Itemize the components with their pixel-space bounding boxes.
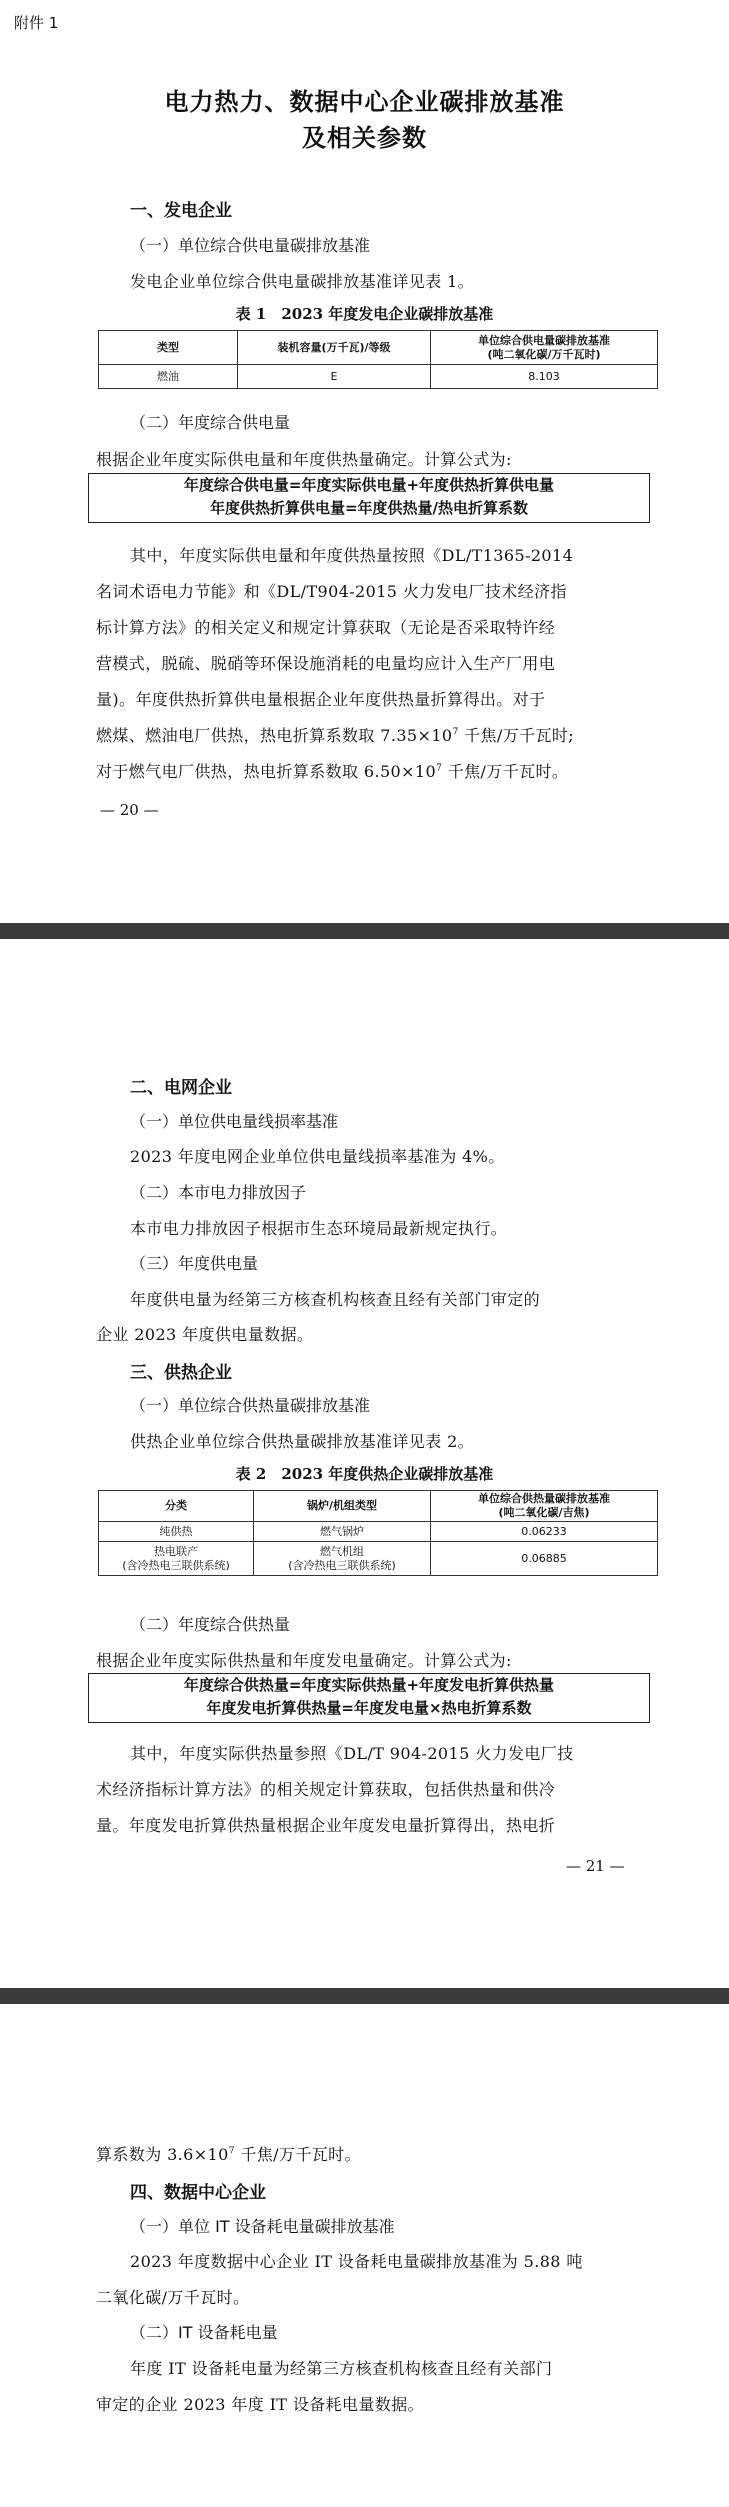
- paragraph-line: 年度 IT 设备耗电量为经第三方核查机构核查且经有关部门: [130, 2359, 553, 2378]
- paragraph-line: 量。年度发电折算供热量根据企业年度发电量折算得出，热电折: [96, 1816, 556, 1835]
- table-header-line: 单位综合供电量碳排放基准: [478, 333, 610, 347]
- subheading: （二）本市电力排放因子: [130, 1183, 307, 1202]
- paragraph-line: 其中，年度实际供电量和年度供热量按照《DL/T1365-2014: [130, 546, 574, 565]
- subheading: （一）单位供电量线损率基准: [130, 1112, 339, 1131]
- page-number: — 20 —: [100, 801, 159, 819]
- table-row: [99, 365, 658, 389]
- table-row: [99, 1542, 658, 1576]
- table-cell: 0.06885: [431, 1542, 658, 1576]
- table-header: 类型: [99, 331, 238, 365]
- paragraph-line: 量)。年度供热折算供电量根据企业年度供热量折算得出。对于: [96, 690, 546, 709]
- section-heading-grid: 二、电网企业: [130, 1078, 232, 1098]
- table-cell: 燃气锅炉: [254, 1522, 431, 1542]
- superscript: 7: [228, 2146, 235, 2157]
- table-cell: 0.06233: [431, 1522, 658, 1542]
- table-cell: [99, 1542, 254, 1576]
- paragraph: 供热企业单位综合供热量碳排放基准详见表 2。: [130, 1432, 475, 1451]
- paragraph-line: 年度供电量为经第三方核查机构核查且经有关部门审定的: [130, 1290, 541, 1309]
- table-header-line: 单位综合供热量碳排放基准: [478, 1492, 610, 1505]
- text-run: 对于燃气电厂供热，热电折算系数取 6.50×10: [96, 762, 437, 781]
- formula-box: [88, 473, 650, 523]
- subheading: （一）单位综合供热量碳排放基准: [130, 1396, 371, 1415]
- formula-line: 年度综合供电量=年度实际供电量+年度供热折算供电量: [183, 476, 555, 494]
- paragraph-line: 名词术语电力节能》和《DL/T904-2015 火力发电厂技术经济指: [96, 582, 567, 601]
- paragraph-line: 其中，年度实际供热量参照《DL/T 904-2015 火力发电厂技: [130, 1744, 574, 1763]
- section-heading-datacenter: 四、数据中心企业: [130, 2183, 266, 2203]
- paragraph-line: 标计算方法》的相关定义和规定计算获取（无论是否采取特许经: [96, 618, 556, 637]
- paragraph-line: 营模式，脱硫、脱硝等环保设施消耗的电量均应计入生产厂用电: [96, 654, 556, 673]
- superscript: 7: [436, 763, 443, 774]
- table-cell-line: (含冷热电三联供系统): [288, 1558, 396, 1572]
- formula-line: 年度综合供热量=年度实际供热量+年度发电折算供热量: [183, 1676, 555, 1694]
- section-heading-heat: 三、供热企业: [130, 1363, 232, 1383]
- page-number: — 21 —: [566, 1857, 625, 1875]
- paragraph-line: [96, 723, 574, 746]
- table-row: [99, 1522, 658, 1542]
- page-1: [0, 0, 729, 923]
- page-2-content: [0, 939, 729, 1486]
- attachment-label: 附件 1: [14, 14, 59, 32]
- page-separator: [0, 923, 729, 939]
- table-header: 分类: [99, 1491, 254, 1522]
- paragraph-line: 企业 2023 年度供电量数据。: [96, 1325, 314, 1344]
- section-heading-power: 一、发电企业: [130, 201, 232, 221]
- document-title-line2: 及相关参数: [302, 123, 427, 152]
- table-header-line: (吨二氧化碳/万千瓦时): [487, 347, 601, 361]
- paragraph-line: 审定的企业 2023 年度 IT 设备耗电量数据。: [96, 2395, 425, 2414]
- text-run: 燃煤、燃油电厂供热，热电折算系数取 7.35×10: [96, 726, 453, 745]
- text-run: 千焦/万千瓦时;: [458, 726, 575, 745]
- formula-box: [88, 1673, 650, 1723]
- emission-table-2: [98, 1490, 658, 1576]
- table-cell: 燃油: [99, 365, 238, 389]
- table-cell-line: 燃气机组: [320, 1544, 364, 1558]
- subheading: （一）单位 IT 设备耗电量碳排放基准: [130, 2217, 395, 2236]
- document-title-line1: 电力热力、数据中心企业碳排放基准: [164, 87, 565, 116]
- table-cell-line: 热电联产: [154, 1544, 198, 1558]
- subheading: （二）IT 设备耗电量: [130, 2323, 278, 2342]
- paragraph: 根据企业年度实际供热量和年度发电量确定。计算公式为:: [96, 1651, 512, 1670]
- paragraph-line: 术经济指标计算方法》的相关规定计算获取，包括供热量和供冷: [96, 1780, 556, 1799]
- subheading: （二）年度综合供电量: [130, 413, 291, 432]
- table-cell-line: (含冷热电三联供系统): [122, 1558, 230, 1572]
- table-caption: 表 1 2023 年度发电企业碳排放基准: [235, 305, 494, 323]
- paragraph: 根据企业年度实际供电量和年度供热量确定。计算公式为:: [96, 450, 512, 469]
- paragraph-line: 2023 年度数据中心企业 IT 设备耗电量碳排放基准为 5.88 吨: [130, 2252, 583, 2271]
- paragraph-line: [96, 759, 568, 782]
- paragraph: 本市电力排放因子根据市生态环境局最新规定执行。: [130, 1219, 508, 1238]
- table-header-line: (吨二氧化碳/吉焦): [498, 1506, 590, 1519]
- formula-line: 年度供热折算供电量=年度供热量/热电折算系数: [209, 499, 529, 517]
- table-header: 锅炉/机组类型: [254, 1491, 431, 1522]
- text-run: 千焦/万千瓦时。: [234, 2145, 361, 2164]
- paragraph: 发电企业单位综合供电量碳排放基准详见表 1。: [130, 272, 475, 291]
- superscript: 7: [452, 727, 459, 738]
- table-header: 装机容量(万千瓦)/等级: [238, 331, 431, 365]
- subheading: （一）单位综合供电量碳排放基准: [130, 236, 371, 255]
- text-run: 算系数为 3.6×10: [96, 2145, 229, 2164]
- table-header: [431, 1491, 658, 1522]
- text-run: 千焦/万千瓦时。: [442, 762, 569, 781]
- page-3: [0, 2004, 729, 2507]
- table-cell: 8.103: [431, 365, 658, 389]
- subheading: （三）年度供电量: [130, 1254, 259, 1273]
- table-header: [431, 331, 658, 365]
- formula-line: 年度发电折算供热量=年度发电量×热电折算系数: [206, 1699, 532, 1717]
- table-cell: [254, 1542, 431, 1576]
- page-separator: [0, 1988, 729, 2004]
- paragraph-line: 二氧化碳/万千瓦时。: [96, 2288, 250, 2307]
- subheading: （二）年度综合供热量: [130, 1615, 291, 1634]
- paragraph-line: [96, 2142, 361, 2165]
- paragraph: 2023 年度电网企业单位供电量线损率基准为 4%。: [130, 1147, 505, 1166]
- emission-table-1: [98, 330, 658, 389]
- table-caption: 表 2 2023 年度供热企业碳排放基准: [235, 1465, 494, 1483]
- table-cell: E: [238, 365, 431, 389]
- table-cell: 纯供热: [99, 1522, 254, 1542]
